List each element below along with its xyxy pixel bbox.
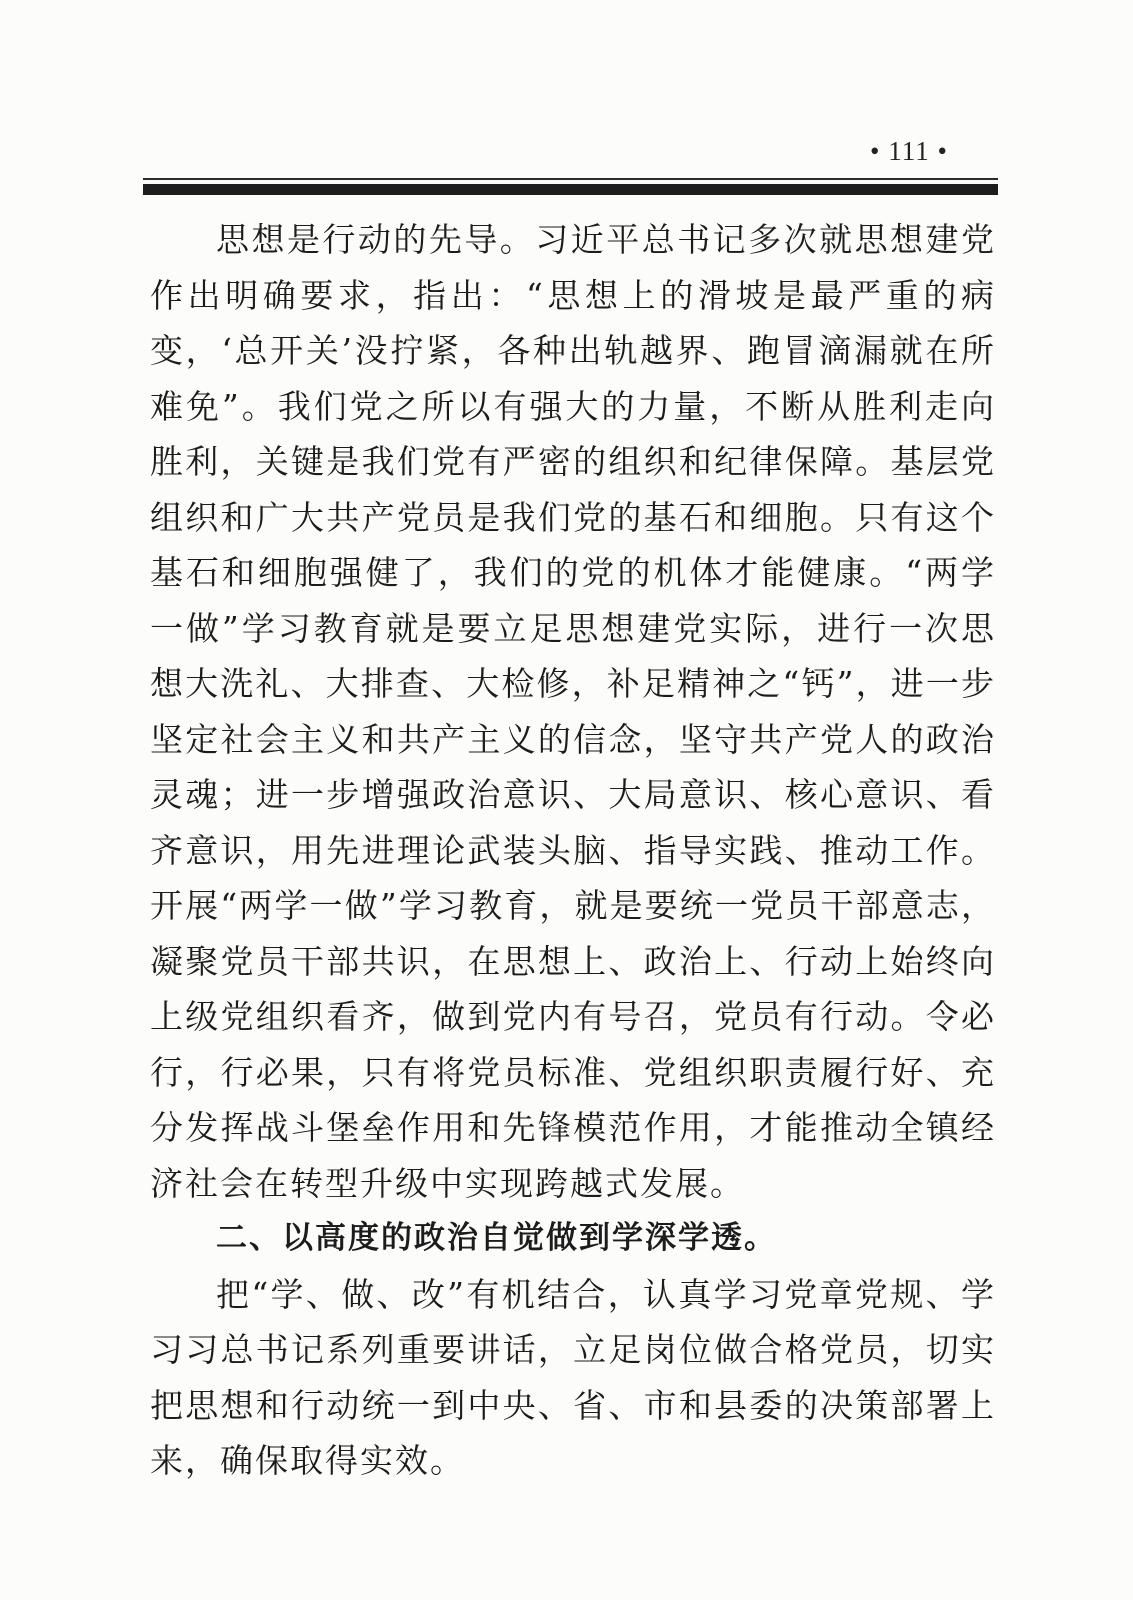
- paragraph-2: 把“学、做、改”有机结合，认真学习党章党规、学习习总书记系列重要讲话，立足岗位做合格党员，切实把思想和行动统一到中央、省、市和县委的决策部署上来，确保取得实效。: [150, 1274, 996, 1480]
- header-rule-thin: [143, 178, 998, 180]
- header-rule-thick: [143, 184, 998, 195]
- paragraph-1: 思想是行动的先导。习近平总书记多次就思想建党作出明确要求，指出：“思想上的滑坡是最严重的病变，‘总开关’没拧紧，各种出轨越界、跑冒滴漏就在所难免”。我们党之所以有强大的力量，不断从胜利走向胜利，关键是我们党有严密的组织和纪律保障。基层党组织和广大共产党员是我们党的基石和细胞。只有这个基石和细胞强健了，我们的党的机体才能健康。“两学一做”学习教育就是要立足思想建党实际，进行一次思想大洗礼、大排查、大检修，补足精神之“钙”，进一步坚定社会主义和共产主义的信念，坚守共产党人的政治灵魂；进一步增强政治意识、大局意识、核心意识、看齐意识，用先进理论武装头脑、指导实践、推动工作。开展“两学一做”学习教育，就是要统一党员干部意志，凝聚党员干部共识，在思想上、政治上、行动上始终向上级党组织看齐，做到党内有号召，党员有行动。令必行，行必果，只有将党员标准、党组织职责履行好、充分发挥战斗堡垒作用和先锋模范作用，才能推动全镇经济社会在转型升级中实现跨越式发展。: [150, 220, 996, 1203]
- page-number: • 111 •: [870, 136, 948, 166]
- section-heading-2: 二、以高度的政治自觉做到学深学透。: [216, 1220, 777, 1256]
- body-text: [150, 212, 996, 1489]
